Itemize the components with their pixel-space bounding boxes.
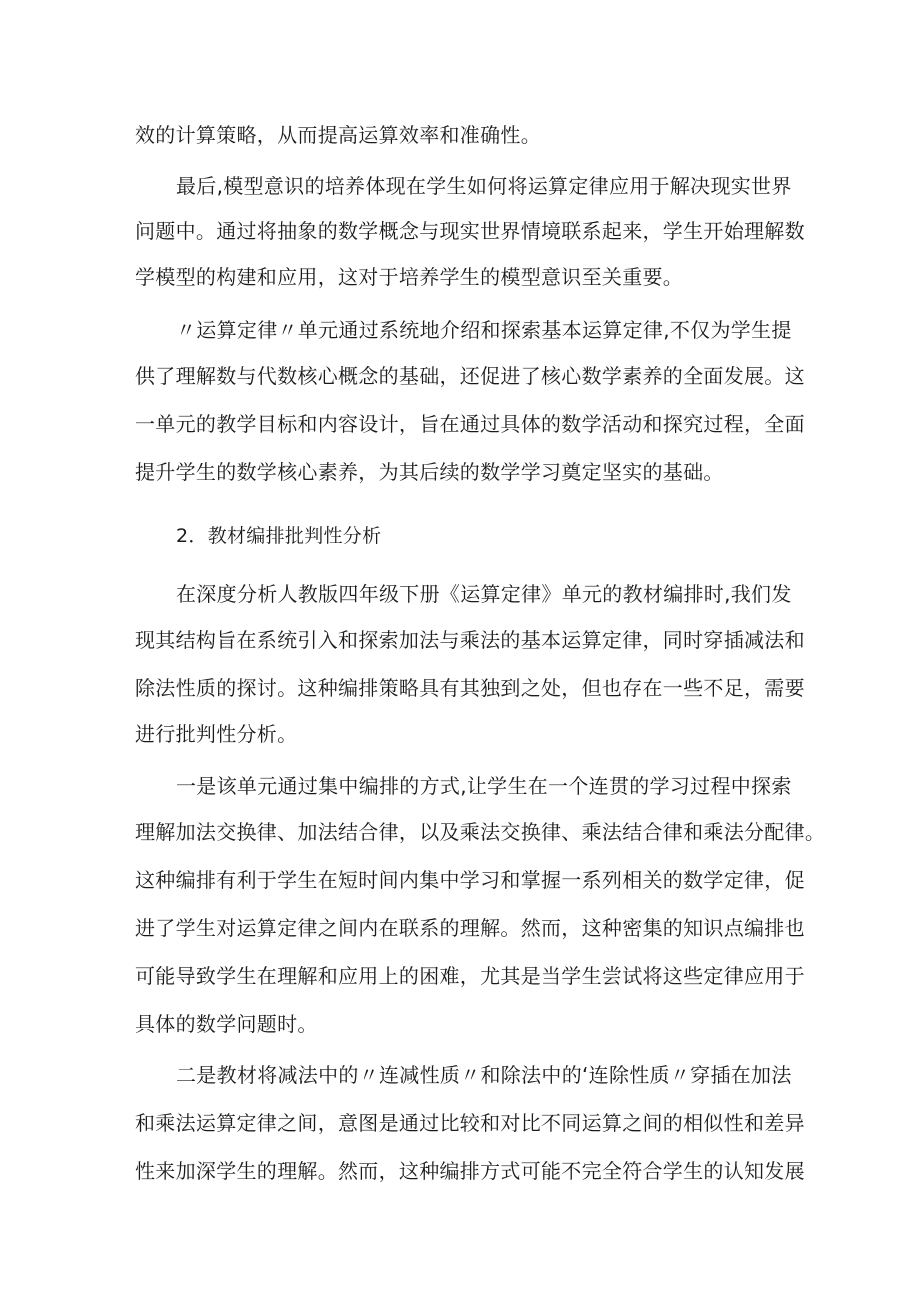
paragraph-line: 理解加法交换律、加法结合律，以及乘法交换律、乘法结合律和乘法分配律。 (135, 820, 826, 844)
paragraph-line: 最后,模型意识的培养体现在学生如何将运算定律应用于解决现实世界 (176, 174, 792, 198)
paragraph-line: 一是该单元通过集中编排的方式,让学生在一个连贯的学习过程中探索 (176, 774, 792, 798)
paragraph-line: 这种编排有利于学生在短时间内集中学习和掌握一系列相关的数学定律，促 (135, 868, 805, 892)
paragraph-line: 具体的数学问题时。 (135, 1012, 318, 1036)
paragraph-line: 进行批判性分析。 (135, 722, 298, 746)
paragraph-line: 在深度分析人教版四年级下册《运算定律》单元的教材编排时,我们发 (176, 582, 792, 606)
paragraph-line: 供了理解数与代数核心概念的基础，还促进了核心数学素养的全面发展。这 (135, 364, 805, 388)
paragraph-line: 现其结构旨在系统引入和探索加法与乘法的基本运算定律，同时穿插减法和 (135, 628, 805, 652)
paragraph-line: 一单元的教学目标和内容设计，旨在通过具体的数学活动和探究过程，全面 (135, 412, 805, 436)
paragraph-line: 学模型的构建和应用，这对于培养学生的模型意识至关重要。 (135, 265, 684, 289)
paragraph-line: 和乘法运算定律之间，意图是通过比较和对比不同运算之间的相似性和差异 (135, 1111, 805, 1135)
section-heading: 2．教材编排批判性分析 (176, 525, 382, 547)
paragraph-line: 性来加深学生的理解。然而，这种编排方式可能不完全符合学生的认知发展 (135, 1159, 805, 1183)
paragraph-line: 效的计算策略，从而提高运算效率和准确性。 (135, 123, 541, 147)
paragraph-line: 二是教材将减法中的〃连减性质〃和除法中的‘连除性质〃穿插在加法 (176, 1063, 792, 1087)
paragraph-line: 可能导致学生在理解和应用上的困难，尤其是当学生尝试将这些定律应用于 (135, 964, 805, 988)
paragraph-line: 问题中。通过将抽象的数学概念与现实世界情境联系起来，学生开始理解数 (135, 219, 805, 243)
paragraph-line: 进了学生对运算定律之间内在联系的理解。然而，这种密集的知识点编排也 (135, 916, 805, 940)
paragraph-line: 提升学生的数学核心素养，为其后续的数学学习奠定坚实的基础。 (135, 460, 724, 484)
paragraph-line: 〃运算定律〃单元通过系统地介绍和探索基本运算定律,不仅为学生提 (176, 318, 792, 342)
paragraph-line: 除法性质的探讨。这种编排策略具有其独到之处，但也存在一些不足，需要 (135, 676, 805, 700)
